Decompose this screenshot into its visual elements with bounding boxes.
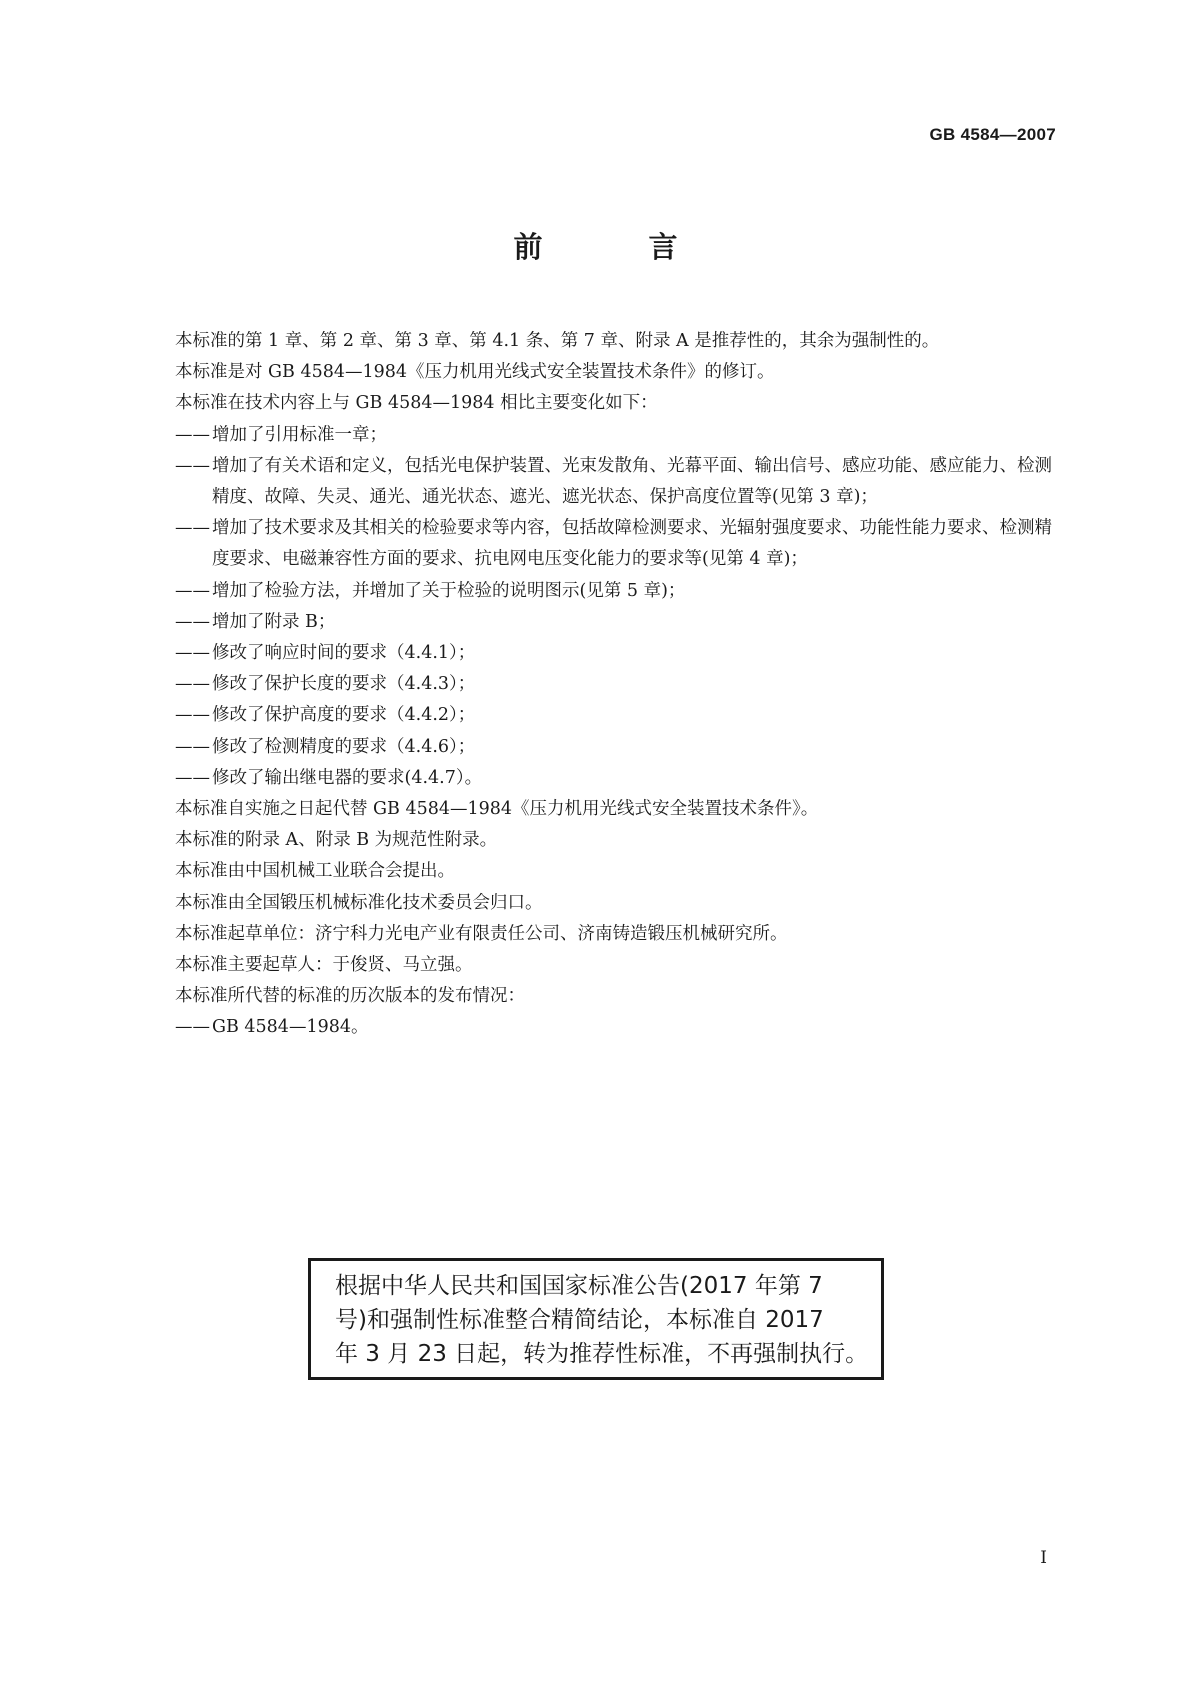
- change-item-text: 修改了保护长度的要求（4.4.3）；: [212, 674, 476, 695]
- body-paragraph: 本标准主要起草人：于俊贤、马立强。: [175, 955, 473, 976]
- change-item: [175, 451, 1060, 513]
- dash-marker: ——: [175, 767, 210, 788]
- dash-marker: ——: [175, 580, 210, 601]
- change-item: [175, 420, 1060, 451]
- page-title: 前 言: [513, 230, 726, 264]
- change-item: [175, 607, 1060, 638]
- previous-version-text: GB 4584—1984。: [212, 1017, 369, 1038]
- notice-box: [308, 1258, 884, 1380]
- standard-number: GB 4584—2007: [929, 125, 1056, 144]
- change-item: [175, 732, 1060, 763]
- change-item: [175, 638, 1060, 669]
- previous-version-item: [175, 1012, 1060, 1043]
- notice-line: 根据中华人民共和国国家标准公告(2017 年第 7: [335, 1273, 823, 1299]
- change-item: [175, 513, 1060, 575]
- change-item: [175, 700, 1060, 731]
- dash-marker: ——: [175, 518, 210, 539]
- dash-marker: ——: [175, 1017, 210, 1038]
- dash-marker: ——: [175, 674, 210, 695]
- change-item: [175, 576, 1060, 607]
- change-item-text: 增加了附录 B；: [212, 611, 336, 632]
- change-item: [175, 763, 1060, 794]
- change-item-text: 修改了保护高度的要求（4.4.2）；: [212, 705, 476, 726]
- dash-marker: ——: [175, 455, 210, 476]
- foreword-body: [175, 326, 1060, 1044]
- body-paragraph: 本标准由中国机械工业联合会提出。: [175, 861, 455, 882]
- body-paragraph: 本标准起草单位：济宁科力光电产业有限责任公司、济南铸造锻压机械研究所。: [175, 923, 788, 944]
- page-number: I: [1040, 1548, 1047, 1568]
- change-item-text: 增加了引用标准一章；: [212, 424, 387, 445]
- body-paragraph: 本标准的附录 A、附录 B 为规范性附录。: [175, 830, 498, 851]
- dash-marker: ——: [175, 643, 210, 664]
- notice-line: 年 3 月 23 日起，转为推荐性标准，不再强制执行。: [335, 1341, 869, 1367]
- change-item-text: 增加了有关术语和定义，包括光电保护装置、光束发散角、光幕平面、输出信号、感应功能、感应能力、检测精度、故障、失灵、通光、通光状态、遮光、遮光状态、保护高度位置等(见第 3 章)；: [212, 455, 1052, 508]
- body-paragraph: 本标准所代替的标准的历次版本的发布情况：: [175, 986, 525, 1007]
- change-item-text: 增加了检验方法，并增加了关于检验的说明图示(见第 5 章)；: [212, 580, 686, 601]
- change-item-text: 增加了技术要求及其相关的检验要求等内容，包括故障检测要求、光辐射强度要求、功能性能力要求、检测精度要求、电磁兼容性方面的要求、抗电网电压变化能力的要求等(见第 4 章)；: [212, 518, 1052, 570]
- change-item-text: 修改了响应时间的要求（4.4.1）；: [212, 643, 476, 664]
- dash-marker: ——: [175, 424, 210, 445]
- body-paragraph: 本标准的第 1 章、第 2 章、第 3 章、第 4.1 条、第 7 章、附录 A 是推荐性的，其余为强制性的。: [175, 331, 940, 351]
- change-item: [175, 669, 1060, 700]
- body-paragraph: 本标准是对 GB 4584—1984《压力机用光线式安全装置技术条件》的修订。: [175, 362, 775, 383]
- body-paragraph: 本标准由全国锻压机械标准化技术委员会归口。: [175, 892, 543, 913]
- change-item-text: 修改了输出继电器的要求(4.4.7）。: [212, 767, 483, 788]
- dash-marker: ——: [175, 705, 210, 726]
- change-item-text: 修改了检测精度的要求（4.4.6）；: [212, 736, 476, 757]
- body-paragraph: 本标准在技术内容上与 GB 4584—1984 相比主要变化如下：: [175, 393, 658, 414]
- notice-line: 号)和强制性标准整合精简结论，本标准自 2017: [335, 1307, 824, 1333]
- body-paragraph: 本标准自实施之日起代替 GB 4584—1984《压力机用光线式安全装置技术条件》。: [175, 799, 819, 820]
- dash-marker: ——: [175, 736, 210, 757]
- dash-marker: ——: [175, 611, 210, 632]
